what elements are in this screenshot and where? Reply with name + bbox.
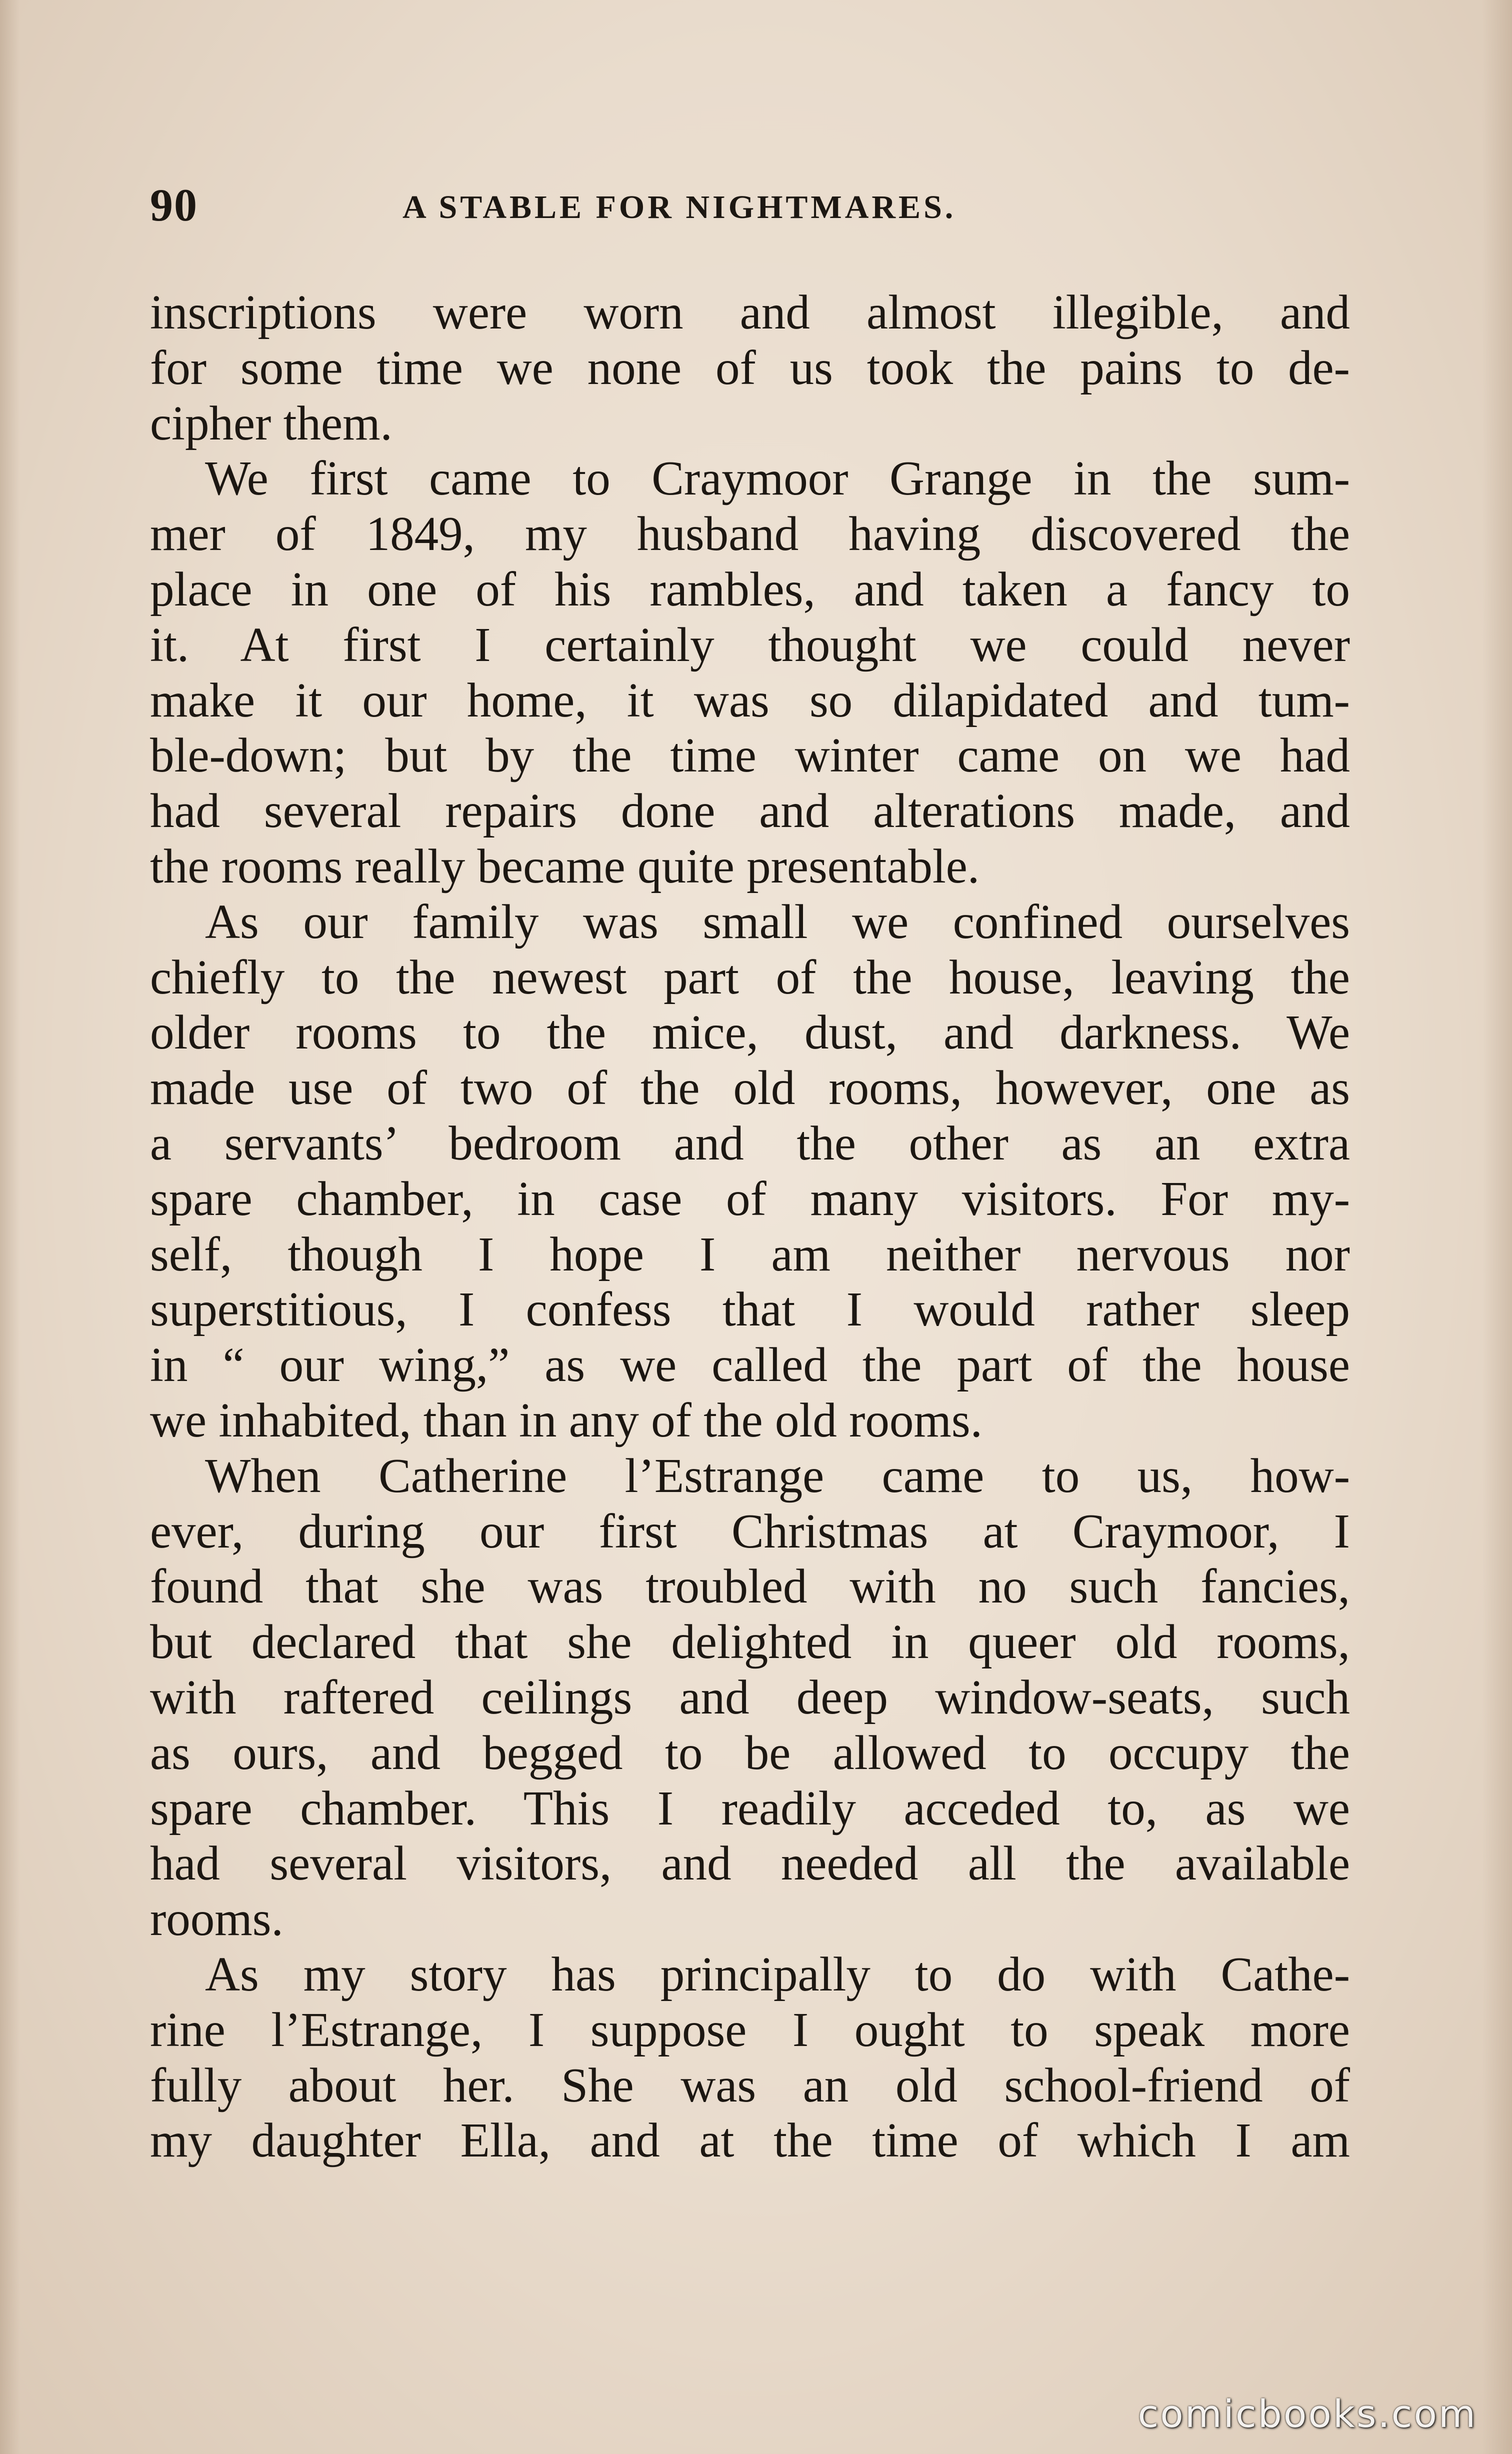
text-line: as ours, and begged to be allowed to occupy the xyxy=(150,1726,1350,1780)
text-line: cipher them. xyxy=(150,396,392,450)
page-edge-shadow-right xyxy=(1482,0,1512,2454)
text-line: a servants’ bedroom and the other as an extra xyxy=(150,1116,1350,1170)
watermark: comicbooks.com xyxy=(1138,2392,1477,2436)
text-line: We first came to Craymoor Grange in the sum- xyxy=(205,452,1350,506)
text-line: ble-down; but by the time winter came on we had xyxy=(150,728,1350,782)
text-line: superstitious, I confess that I would rather sleep xyxy=(150,1282,1350,1336)
text-line: for some time we none of us took the pains to de- xyxy=(150,340,1350,394)
text-line: spare chamber. This I readily acceded to, as we xyxy=(150,1781,1350,1835)
text-line: had several visitors, and needed all the available xyxy=(150,1836,1350,1890)
text-line: fully about her. She was an old school-friend of xyxy=(150,2058,1350,2112)
text-line: but declared that she delighted in queer old rooms, xyxy=(150,1615,1350,1669)
text-line: rooms. xyxy=(150,1892,284,1946)
text-line: mer of 1849, my husband having discovered the xyxy=(150,507,1350,561)
text-line: made use of two of the old rooms, however, one as xyxy=(150,1061,1350,1115)
text-line: spare chamber, in case of many visitors. For my- xyxy=(150,1172,1350,1226)
text-line: inscriptions were worn and almost illegible, and xyxy=(150,286,1350,339)
text-line: rine l’Estrange, I suppose I ought to speak more xyxy=(150,2002,1350,2056)
body-text xyxy=(150,285,1350,2185)
text-line: we inhabited, than in any of the old rooms. xyxy=(150,1393,982,1447)
running-head xyxy=(150,178,1350,232)
text-line: older rooms to the mice, dust, and darkness. We xyxy=(150,1006,1350,1060)
text-line: in “ our wing,” as we called the part of the house xyxy=(150,1338,1350,1392)
text-line: ever, during our first Christmas at Craymoor, I xyxy=(150,1504,1350,1558)
text-line: the rooms really became quite presentable. xyxy=(150,839,980,893)
text-line: it. At first I certainly thought we could never xyxy=(150,618,1350,672)
text-line: As our family was small we confined ourselves xyxy=(205,894,1350,948)
text-line: with raftered ceilings and deep window-seats, such xyxy=(150,1670,1350,1724)
text-line: When Catherine l’Estrange came to us, how- xyxy=(205,1448,1350,1502)
text-line: my daughter Ella, and at the time of which I am xyxy=(150,2114,1350,2168)
running-title: A STABLE FOR NIGHTMARES. xyxy=(402,189,956,226)
text-line: make it our home, it was so dilapidated and tum- xyxy=(150,673,1350,727)
text-line: had several repairs done and alterations made, and xyxy=(150,784,1350,838)
text-line: chiefly to the newest part of the house, leaving the xyxy=(150,950,1350,1004)
page-number: 90 xyxy=(150,180,198,230)
text-line: found that she was troubled with no such fancies, xyxy=(150,1560,1350,1614)
text-line: place in one of his rambles, and taken a fancy to xyxy=(150,562,1350,616)
text-line: As my story has principally to do with Cathe- xyxy=(205,1947,1350,2001)
text-line: self, though I hope I am neither nervous nor xyxy=(150,1227,1350,1281)
page-edge-shadow-left xyxy=(0,0,20,2454)
